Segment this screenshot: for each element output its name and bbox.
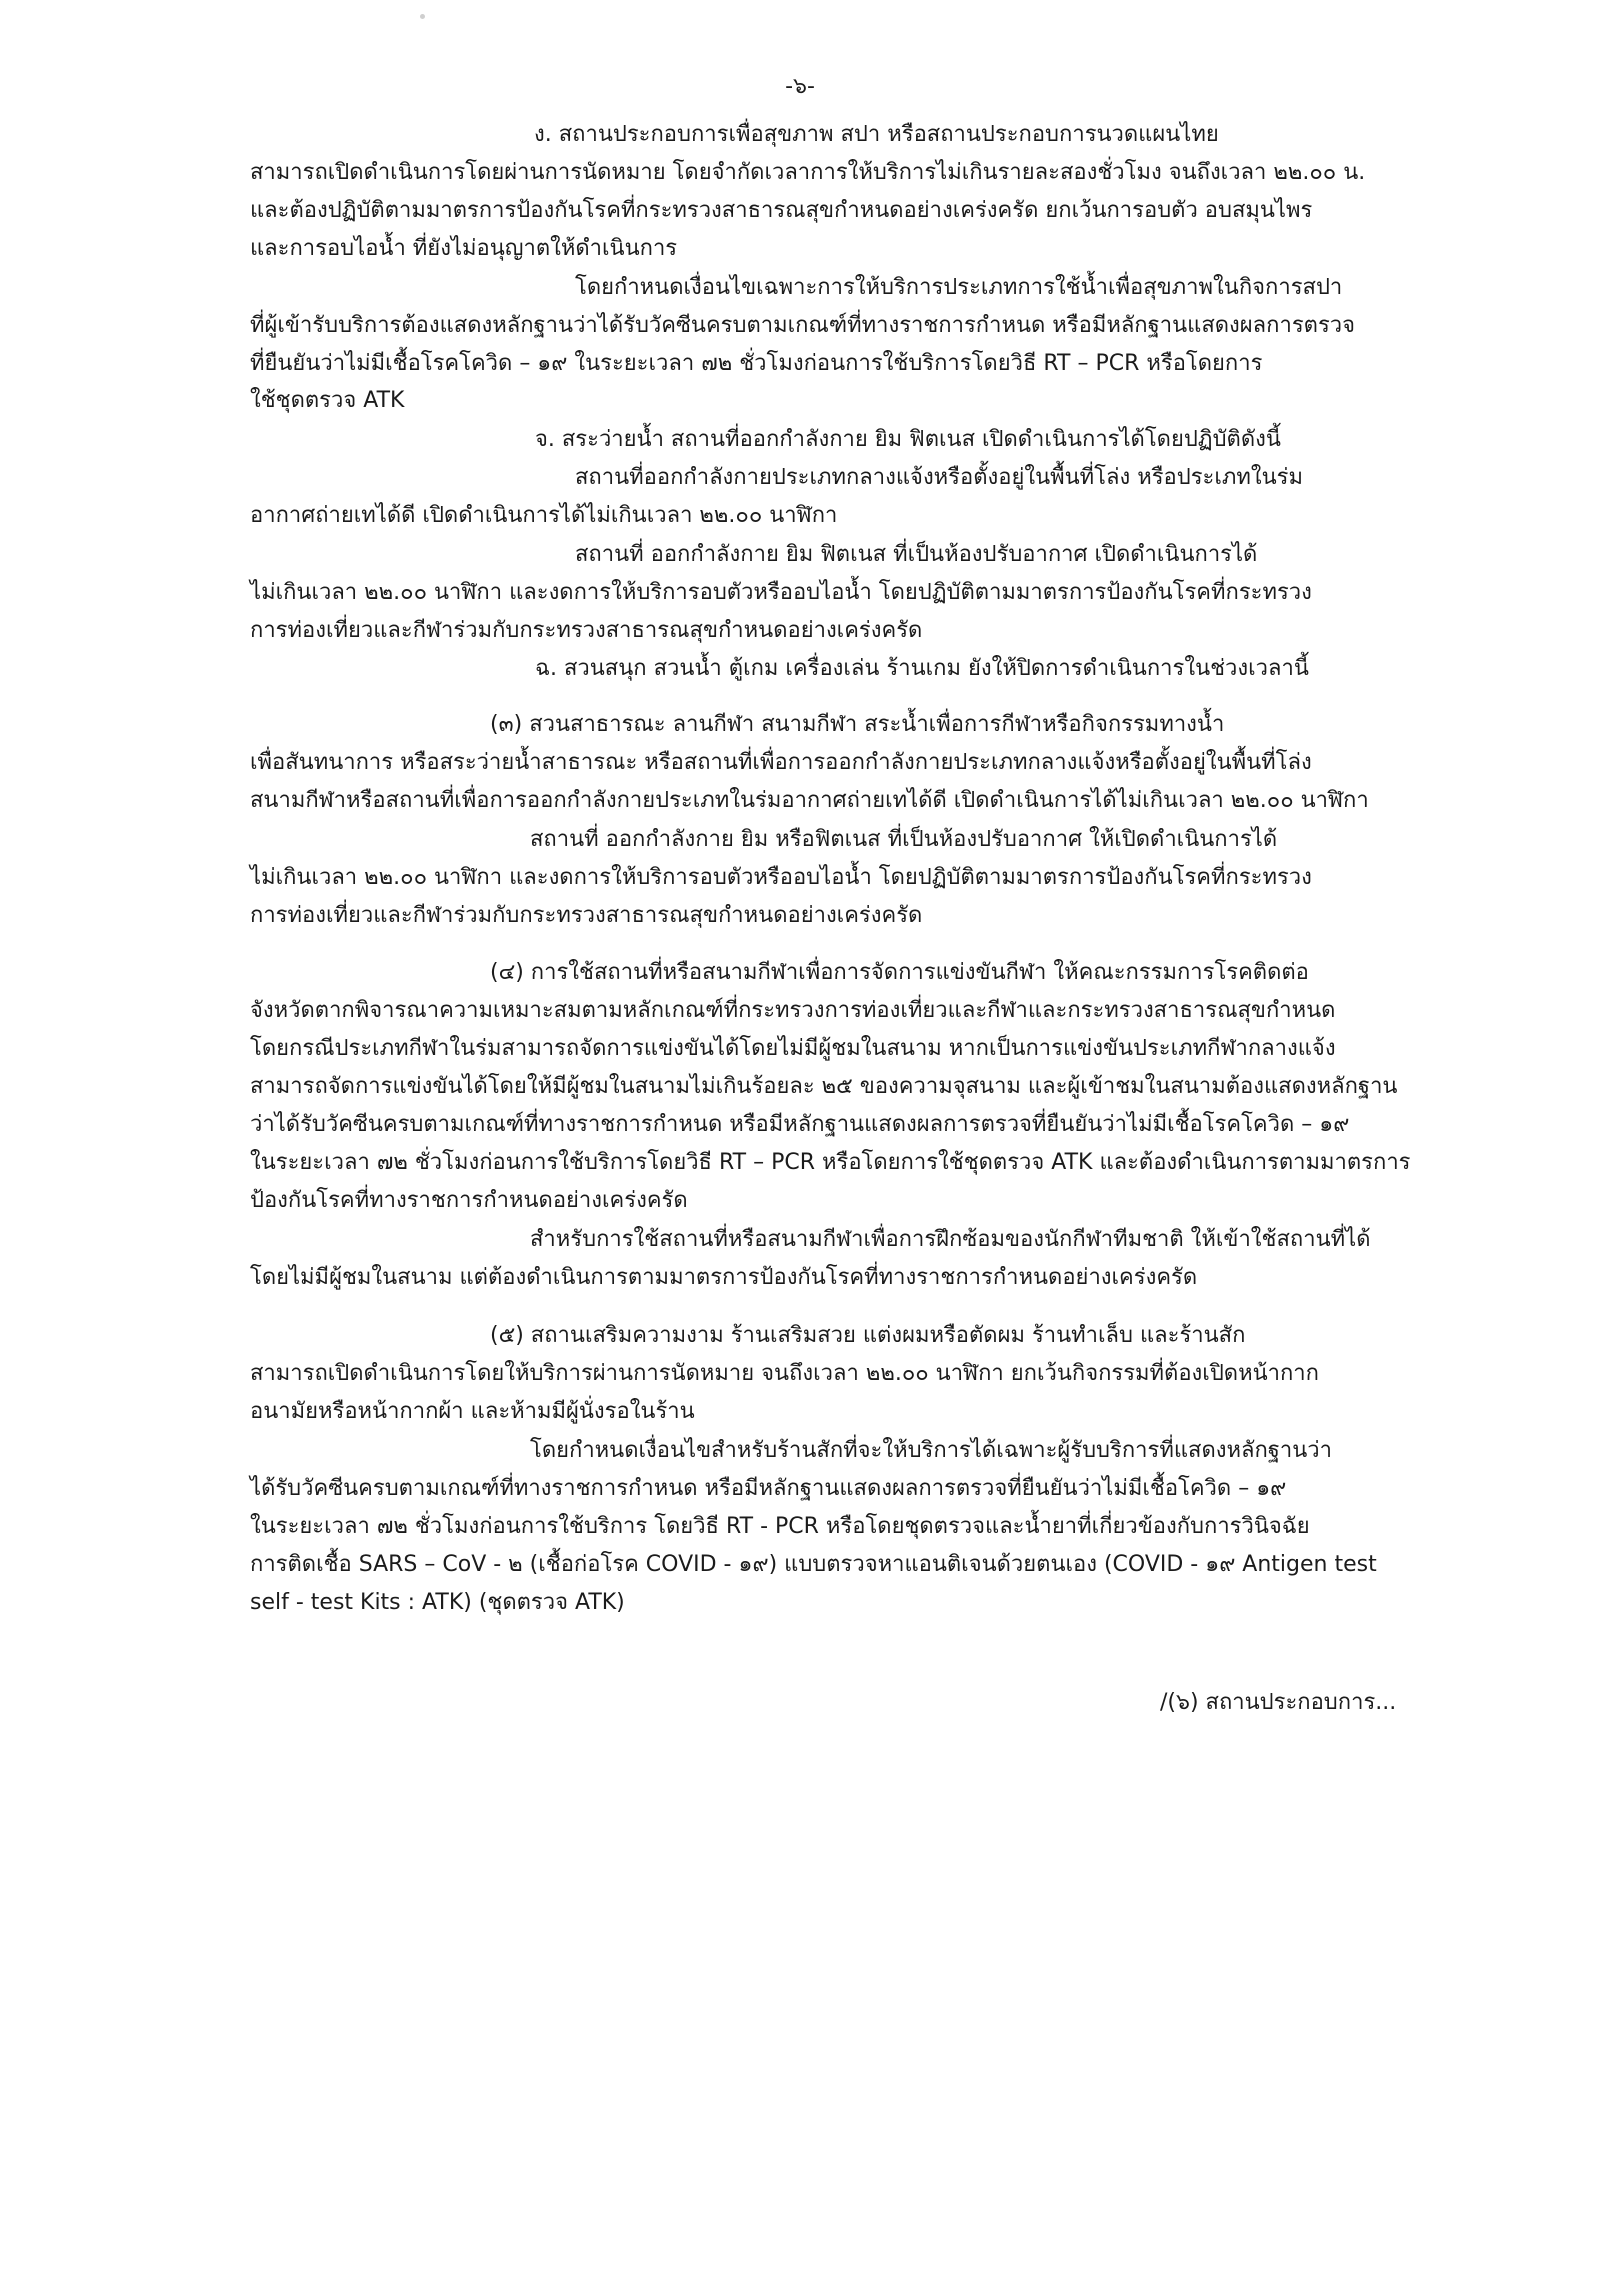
footer-continuation: /(๖) สถานประกอบการ... [1160, 1690, 1397, 1715]
text-line: สำหรับการใช้สถานที่หรือสนามกีฬาเพื่อการฝึกซ้อมของนักกีฬาทีมชาติ ให้เข้าใช้สถานที่ได้ [530, 1227, 1371, 1252]
text-line: สถานที่ ออกกำลังกาย ยิม หรือฟิตเนส ที่เป็นห้องปรับอากาศ ให้เปิดดำเนินการได้ [530, 827, 1278, 852]
text-line: จังหวัดตากพิจารณาความเหมาะสมตามหลักเกณฑ์ที่กระทรวงการท่องเที่ยวและกีฬาและกระทรวงสาธารณสุขกำหนด [250, 998, 1336, 1023]
text-line: และต้องปฏิบัติตามมาตรการป้องกันโรคที่กระทรวงสาธารณสุขกำหนดอย่างเคร่งครัด ยกเว้นการอบตัว อบสมุนไพร [250, 198, 1313, 223]
text-line: ง. สถานประกอบการเพื่อสุขภาพ สปา หรือสถานประกอบการนวดแผนไทย [534, 122, 1219, 147]
text-line: อนามัยหรือหน้ากากผ้า และห้ามมีผู้นั่งรอในร้าน [250, 1399, 695, 1424]
text-line: โดยกำหนดเงื่อนไขเฉพาะการให้บริการประเภทการใช้น้ำเพื่อสุขภาพในกิจการสปา [575, 275, 1343, 300]
text-line: self - test Kits : ATK) (ชุดตรวจ ATK) [250, 1590, 625, 1615]
text-line: ที่ยืนยันว่าไม่มีเชื้อโรคโควิด – ๑๙ ในระยะเวลา ๗๒ ชั่วโมงก่อนการใช้บริการโดยวิธี RT – PCR หรือโดยการ [250, 351, 1263, 376]
text-line: โดยกำหนดเงื่อนไขสำหรับร้านสักที่จะให้บริการได้เฉพาะผู้รับบริการที่แสดงหลักฐานว่า [530, 1438, 1333, 1463]
text-line: การท่องเที่ยวและกีฬาร่วมกับกระทรวงสาธารณสุขกำหนดอย่างเคร่งครัด [250, 618, 923, 643]
text-line: สามารถเปิดดำเนินการโดยให้บริการผ่านการนัดหมาย จนถึงเวลา ๒๒.๐๐ นาฬิกา ยกเว้นกิจกรรมที่ต้องเปิดหน้ากาก [250, 1361, 1319, 1386]
text-line: สนามกีฬาหรือสถานที่เพื่อการออกกำลังกายประเภทในร่มอากาศถ่ายเทได้ดี เปิดดำเนินการได้ไม่เกินเวลา ๒๒.๐๐ นาฬิกา [250, 788, 1369, 813]
text-line: จ. สระว่ายน้ำ สถานที่ออกกำลังกาย ยิม ฟิตเนส เปิดดำเนินการได้โดยปฏิบัติดังนี้ [535, 427, 1281, 452]
scan-speck [420, 14, 425, 19]
text-line: สามารถจัดการแข่งขันได้โดยให้มีผู้ชมในสนามไม่เกินร้อยละ ๒๕ ของความจุสนาม และผู้เข้าชมในสนามต้องแสดงหลักฐาน [250, 1074, 1398, 1099]
page-number: -๖- [785, 74, 815, 99]
text-line: เพื่อสันทนาการ หรือสระว่ายน้ำสาธารณะ หรือสถานที่เพื่อการออกกำลังกายประเภทกลางแจ้งหรือตั้งอยู่ในพื้นที่โล่ง [250, 750, 1312, 775]
text-line: การท่องเที่ยวและกีฬาร่วมกับกระทรวงสาธารณสุขกำหนดอย่างเคร่งครัด [250, 903, 923, 928]
text-line: โดยไม่มีผู้ชมในสนาม แต่ต้องดำเนินการตามมาตรการป้องกันโรคที่ทางราชการกำหนดอย่างเคร่งครัด [250, 1265, 1198, 1290]
text-line: (๕) สถานเสริมความงาม ร้านเสริมสวย แต่งผมหรือตัดผม ร้านทำเล็บ และร้านสัก [490, 1323, 1246, 1348]
text-line: ในระยะเวลา ๗๒ ชั่วโมงก่อนการใช้บริการโดยวิธี RT – PCR หรือโดยการใช้ชุดตรวจ ATK และต้องดำเนินการตามมาตรการ [250, 1150, 1411, 1175]
text-line: สามารถเปิดดำเนินการโดยผ่านการนัดหมาย โดยจำกัดเวลาการให้บริการไม่เกินรายละสองชั่วโมง จนถึงเวลา ๒๒.๐๐ น. [250, 160, 1366, 185]
text-line: สถานที่ ออกกำลังกาย ยิม ฟิตเนส ที่เป็นห้องปรับอากาศ เปิดดำเนินการได้ [575, 542, 1258, 567]
text-line: ที่ผู้เข้ารับบริการต้องแสดงหลักฐานว่าได้รับวัคซีนครบตามเกณฑ์ที่ทางราชการกำหนด หรือมีหลักฐานแสดงผลการตรวจ [250, 313, 1356, 338]
text-line: สถานที่ออกกำลังกายประเภทกลางแจ้งหรือตั้งอยู่ในพื้นที่โล่ง หรือประเภทในร่ม [575, 465, 1303, 490]
text-line: และการอบไอน้ำ ที่ยังไม่อนุญาตให้ดำเนินการ [250, 236, 678, 261]
text-line: ได้รับวัคซีนครบตามเกณฑ์ที่ทางราชการกำหนด หรือมีหลักฐานแสดงผลการตรวจที่ยืนยันว่าไม่มีเชื้อโควิด – ๑๙ [250, 1476, 1287, 1501]
text-line: ไม่เกินเวลา ๒๒.๐๐ นาฬิกา และงดการให้บริการอบตัวหรืออบไอน้ำ โดยปฏิบัติตามมาตรการป้องกันโรคที่กระทรวง [250, 580, 1312, 605]
text-line: ในระยะเวลา ๗๒ ชั่วโมงก่อนการใช้บริการ โดยวิธี RT - PCR หรือโดยชุดตรวจและน้ำยาที่เกี่ยวข้องกับการวินิจฉัย [250, 1514, 1310, 1539]
text-line: ฉ. สวนสนุก สวนน้ำ ตู้เกม เครื่องเล่น ร้านเกม ยังให้ปิดการดำเนินการในช่วงเวลานี้ [535, 656, 1309, 681]
text-line: ใช้ชุดตรวจ ATK [250, 388, 405, 413]
text-line: โดยกรณีประเภทกีฬาในร่มสามารถจัดการแข่งขันได้โดยไม่มีผู้ชมในสนาม หากเป็นการแข่งขันประเภทกีฬากลางแจ้ง [250, 1036, 1336, 1061]
text-line: ป้องกันโรคที่ทางราชการกำหนดอย่างเคร่งครัด [250, 1188, 688, 1213]
text-line: อากาศถ่ายเทได้ดี เปิดดำเนินการได้ไม่เกินเวลา ๒๒.๐๐ นาฬิกา [250, 503, 838, 528]
text-line: การติดเชื้อ SARS – CoV - ๒ (เชื้อก่อโรค COVID - ๑๙) แบบตรวจหาแอนติเจนด้วยตนเอง (COVID - ๑๙ Antigen test [250, 1552, 1377, 1577]
text-line: (๓) สวนสาธารณะ ลานกีฬา สนามกีฬา สระน้ำเพื่อการกีฬาหรือกิจกรรมทางน้ำ [490, 712, 1225, 737]
text-line: ว่าได้รับวัคซีนครบตามเกณฑ์ที่ทางราชการกำหนด หรือมีหลักฐานแสดงผลการตรวจที่ยืนยันว่าไม่มีเชื้อโรคโควิด – ๑๙ [250, 1112, 1350, 1137]
text-line: ไม่เกินเวลา ๒๒.๐๐ นาฬิกา และงดการให้บริการอบตัวหรืออบไอน้ำ โดยปฏิบัติตามมาตรการป้องกันโรคที่กระทรวง [250, 865, 1312, 890]
text-line: (๔) การใช้สถานที่หรือสนามกีฬาเพื่อการจัดการแข่งขันกีฬา ให้คณะกรรมการโรคติดต่อ [490, 960, 1309, 985]
